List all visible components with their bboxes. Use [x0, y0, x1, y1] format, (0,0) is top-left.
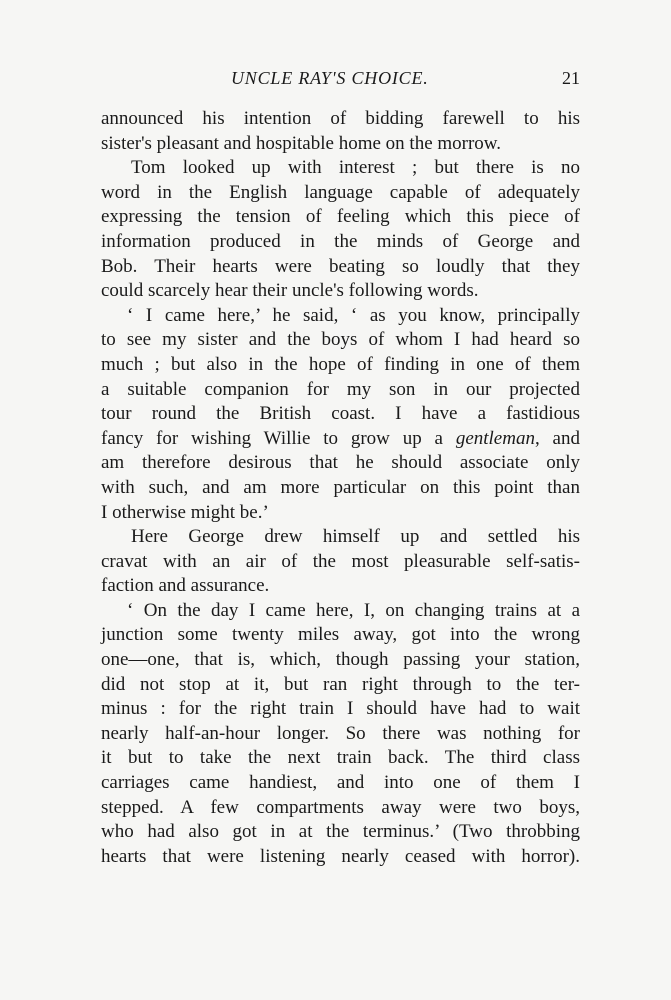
text-line: junction some twenty miles away, got into the wrong [101, 624, 580, 646]
text-line: a suitable companion for my son in our projected [101, 378, 580, 400]
text-line: Tom looked up with interest ; but there is no [131, 157, 580, 179]
text-line: much ; but also in the hope of finding in one of them [101, 353, 580, 375]
text-line: information produced in the minds of George and [101, 230, 580, 252]
text-line: faction and assurance. [101, 575, 270, 597]
text-line: with such, and am more particular on this point than [101, 476, 580, 498]
text-line: Here George drew himself up and settled his [131, 526, 580, 548]
text-line: word in the English language capable of adequately [101, 181, 580, 203]
text-line: cravat with an air of the most pleasurable self-satis- [101, 550, 580, 572]
text-line: ‘ I came here,’ he said, ‘ as you know, principally [127, 304, 580, 326]
text-line: sister's pleasant and hospitable home on the morrow. [101, 132, 502, 154]
text-line: minus : for the right train I should have had to wait [101, 698, 580, 720]
text-line: it but to take the next train back. The third class [101, 747, 580, 769]
text-line: did not stop at it, but ran right through to the ter- [101, 673, 580, 695]
text-line: announced his intention of bidding farewell to his [101, 108, 580, 129]
text-line: could scarcely hear their uncle's following words. [101, 280, 479, 302]
text-segment: , and [534, 427, 580, 449]
body-text [101, 107, 580, 869]
text-line: ‘ On the day I came here, I, on changing trains at a [127, 599, 580, 621]
text-line: one—one, that is, which, though passing your station, [101, 649, 580, 671]
text-line-with-italic [101, 427, 580, 452]
text-segment: fancy for wishing Willie to grow up a [101, 427, 456, 449]
text-line: I otherwise might be.’ [101, 501, 269, 523]
text-line: to see my sister and the boys of whom I had heard so [101, 329, 580, 351]
running-title: UNCLE RAY'S CHOICE. [231, 68, 429, 88]
page-number: 21 [562, 68, 580, 88]
text-line: Bob. Their hearts were beating so loudly that they [101, 255, 580, 277]
text-line: am therefore desirous that he should associate only [101, 452, 580, 474]
text-line: who had also got in at the terminus.’ (Two throbbing [101, 821, 580, 843]
italic-word: gentleman [455, 427, 535, 449]
running-head [0, 68, 671, 94]
text-line: nearly half-an-hour longer. So there was nothing for [101, 722, 580, 744]
text-line: stepped. A few compartments away were two boys, [101, 796, 580, 818]
text-line: carriages came handiest, and into one of them I [101, 772, 580, 794]
text-line: expressing the tension of feeling which this piece of [101, 206, 580, 228]
text-line: hearts that were listening nearly ceased with horror). [101, 845, 580, 867]
text-line: tour round the British coast. I have a fastidious [101, 403, 580, 425]
